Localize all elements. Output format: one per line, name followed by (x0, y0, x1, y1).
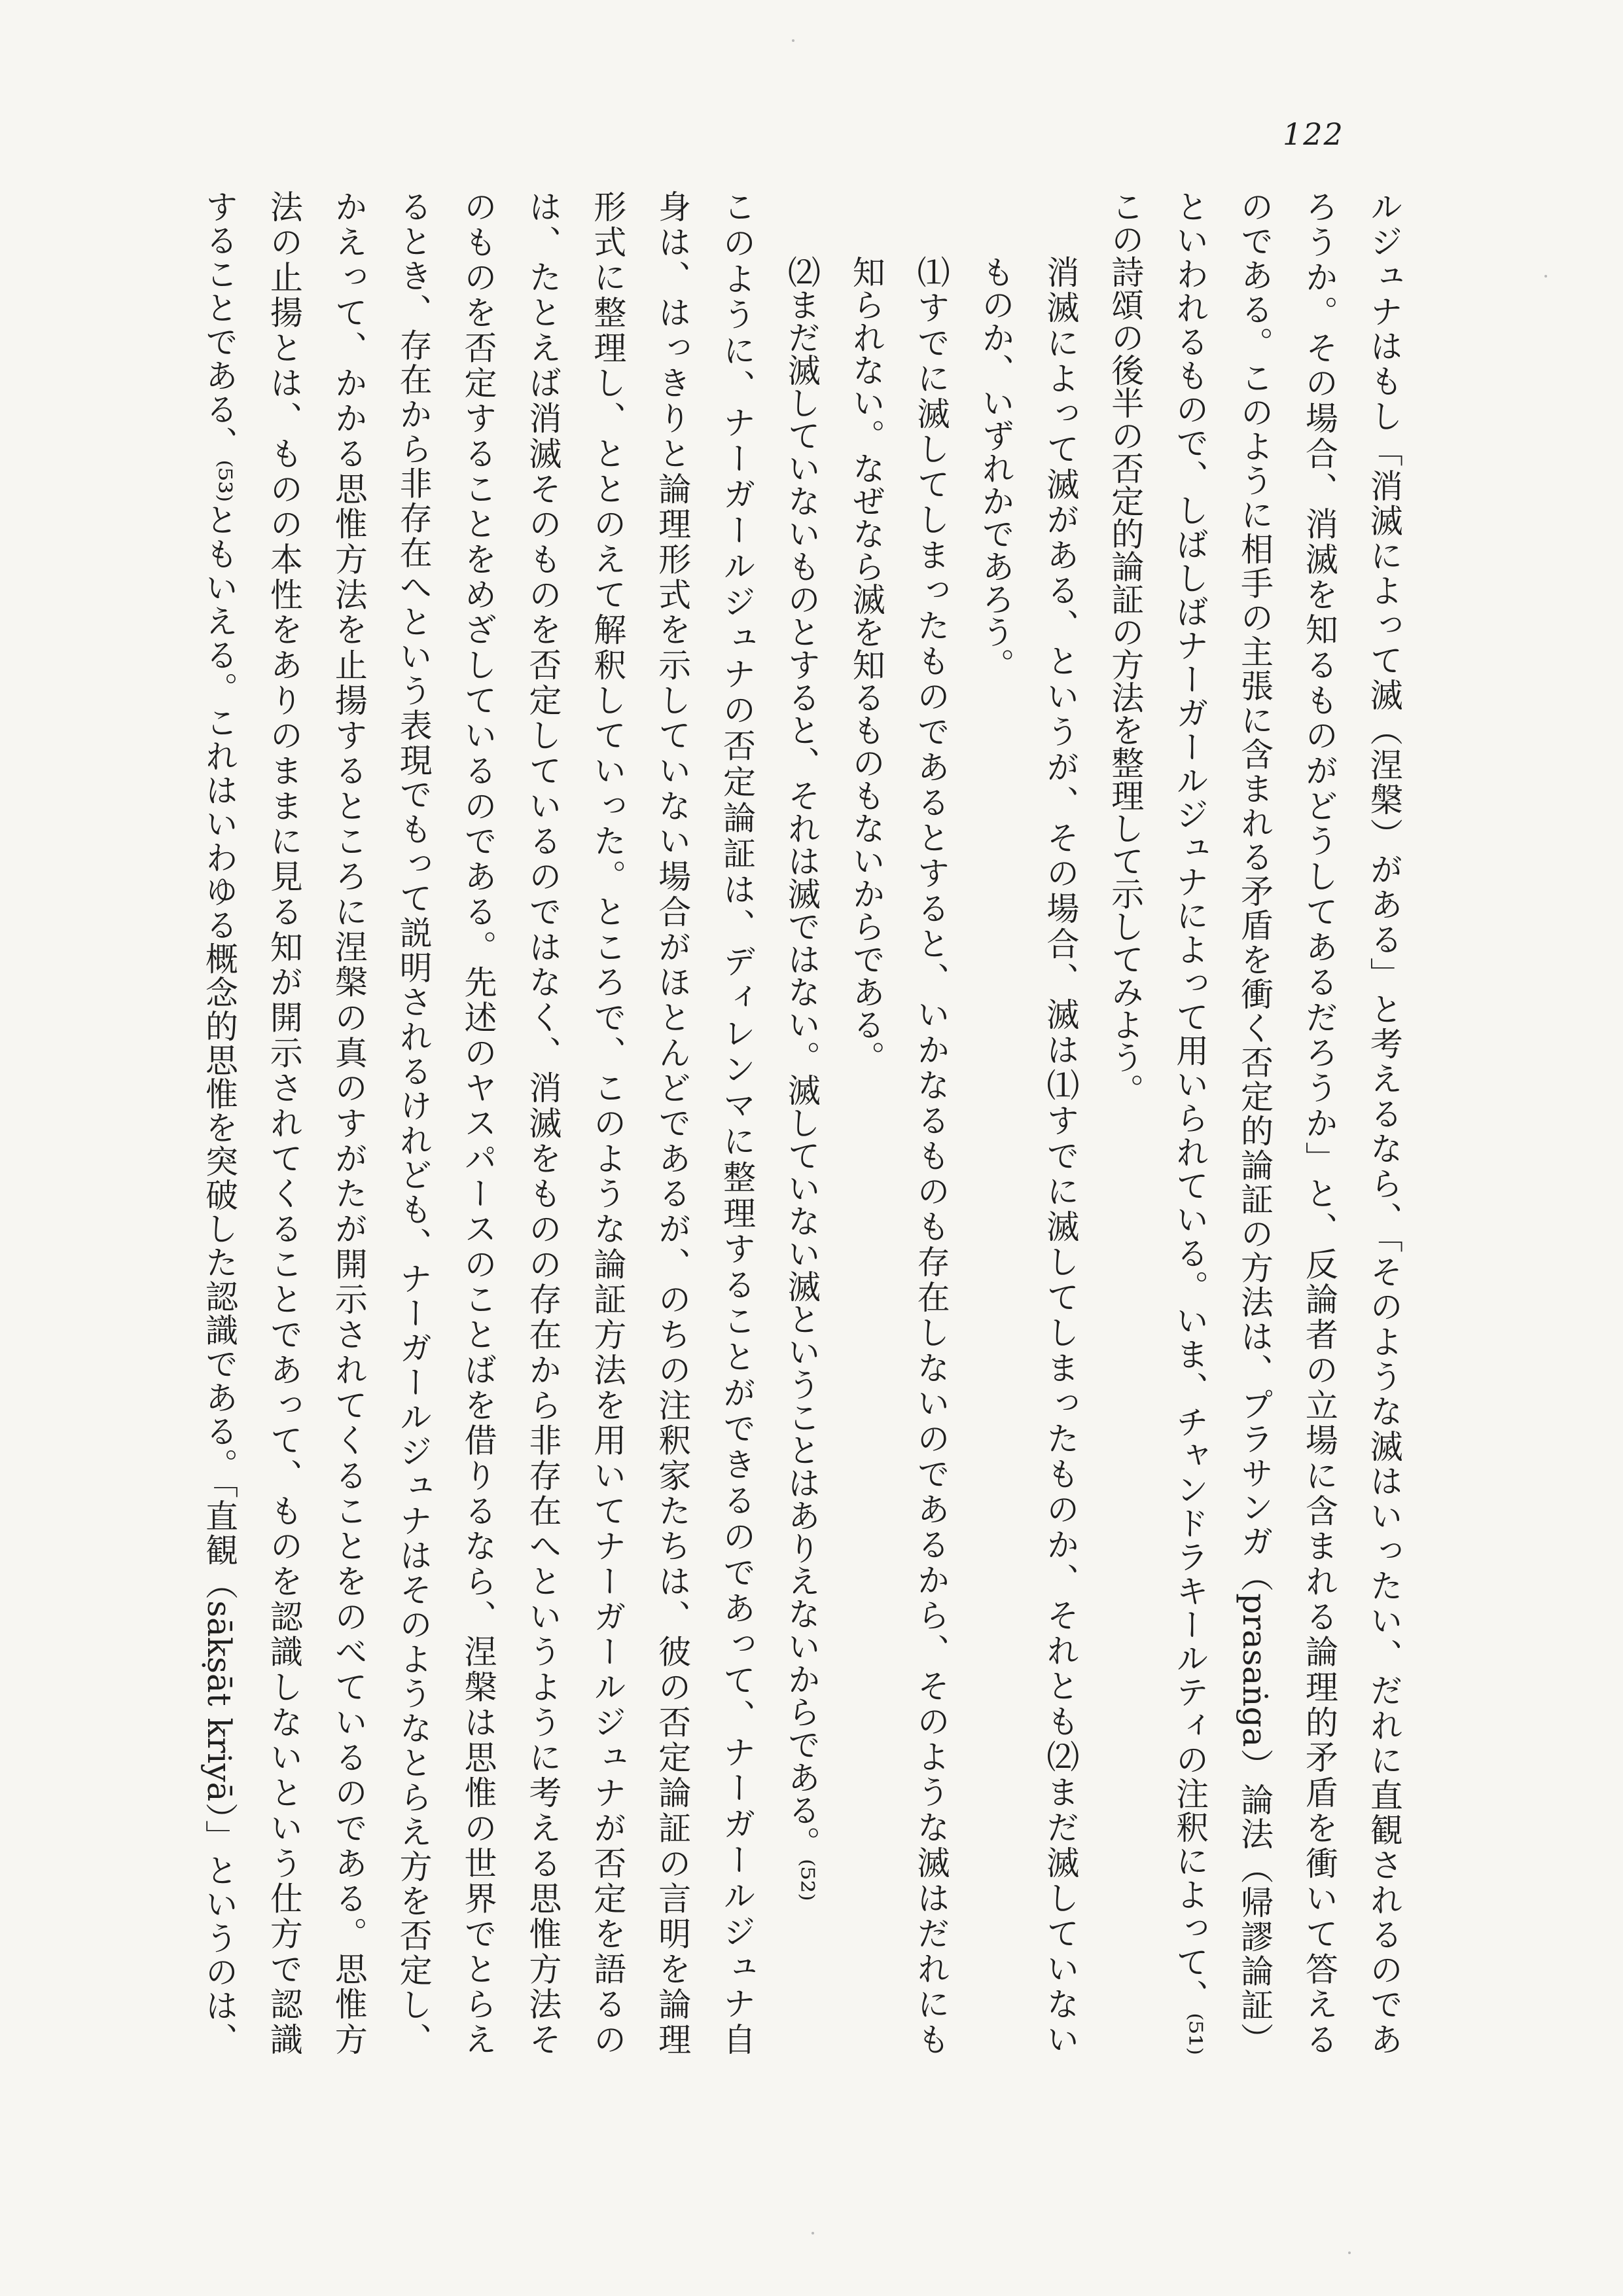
text-line-3: のである。このように相手の主張に含まれる矛盾を衝く否定的論証の方法は、プラサンガ（prasaṅga）論法（帰謬論証） (1236, 190, 1274, 2055)
text-line-12: 身は、はっきりと論理形式を示していない場合がほとんどであるが、のちの注釈家たちは、彼の否定論証の言明を論理 (653, 190, 692, 2055)
text-line-6: 消滅によって滅がある、というが、その場合、滅は⑴すでに滅してしまったものか、それとも⑵まだ滅していない (1041, 255, 1080, 2055)
text-line-11: このように、ナーガールジュナの否定論証は、ディレンマに整理することができるのであって、ナーガールジュナ自 (718, 190, 756, 2055)
text-line-14: は、たとえば消滅そのものを否定しているのではなく、消滅をものの存在から非存在へというように考える思惟方法そ (524, 190, 562, 2055)
scan-speck (1348, 2251, 1351, 2254)
text-line-18: 法の止揚とは、ものの本性をありのままに見る知が開示されてくることであって、ものを認識しないという仕方で認識 (264, 190, 303, 2055)
text-line-4: といわれるもので、しばしばナーガールジュナによって用いられている。いま、チャンドラキールティの注釈によって、⁽⁵¹⁾ (1171, 190, 1209, 2055)
text-line-8: ⑴すでに滅してしまったものであるとすると、いかなるものも存在しないのであるから、そのような滅はだれにも (912, 255, 950, 2055)
text-line-5: この詩頌の後半の否定的論証の方法を整理して示してみよう。 (1106, 190, 1145, 1106)
text-line-13: 形式に整理し、ととのえて解釈していった。ところで、このような論証方法を用いてナーガールジュナが否定を語るの (588, 190, 627, 2055)
text-line-17: かえって、かかる思惟方法を止揚するところに涅槃の真のすがたが開示されてくることをのべているのである。思惟方 (329, 190, 368, 2055)
text-line-2: ろうか。その場合、消滅を知るものがどうしてあるだろうか」と、反論者の立場に含まれる論理的矛盾を衝いて答える (1300, 190, 1338, 2055)
text-line-1: ルジュナはもし「消滅によって滅（涅槃）がある」と考えるなら、「そのような滅はいったい、だれに直観されるのであ (1364, 190, 1403, 2055)
scan-speck (1544, 275, 1547, 278)
text-line-15: のものを否定することをめざしているのである。先述のヤスパースのことばを借りるなら、涅槃は思惟の世界でとらえ (459, 190, 497, 2055)
scan-speck (792, 39, 794, 42)
vertical-text-body (190, 190, 1414, 2055)
text-line-16: るとき、存在から非存在へという表現でもって説明されるけれども、ナーガールジュナはそのようなとらえ方を否定し、 (394, 190, 433, 2055)
text-line-9: 知られない。なぜなら滅を知るものもないからである。 (847, 255, 885, 1073)
text-line-7: ものか、いずれかであろう。 (976, 255, 1015, 681)
text-line-10: ⑵まだ滅していないものとすると、それは滅ではない。滅していない滅ということはありえないからである。⁽⁵²⁾ (782, 255, 821, 1901)
page-number: 122 (1283, 117, 1344, 152)
scan-speck (812, 2232, 814, 2234)
text-line-19: することである、⁽⁵³⁾ともいえる。これはいわゆる概念的思惟を突破した認識である。「直観（sākṣāt kriyā）」というのは、 (200, 190, 238, 2055)
